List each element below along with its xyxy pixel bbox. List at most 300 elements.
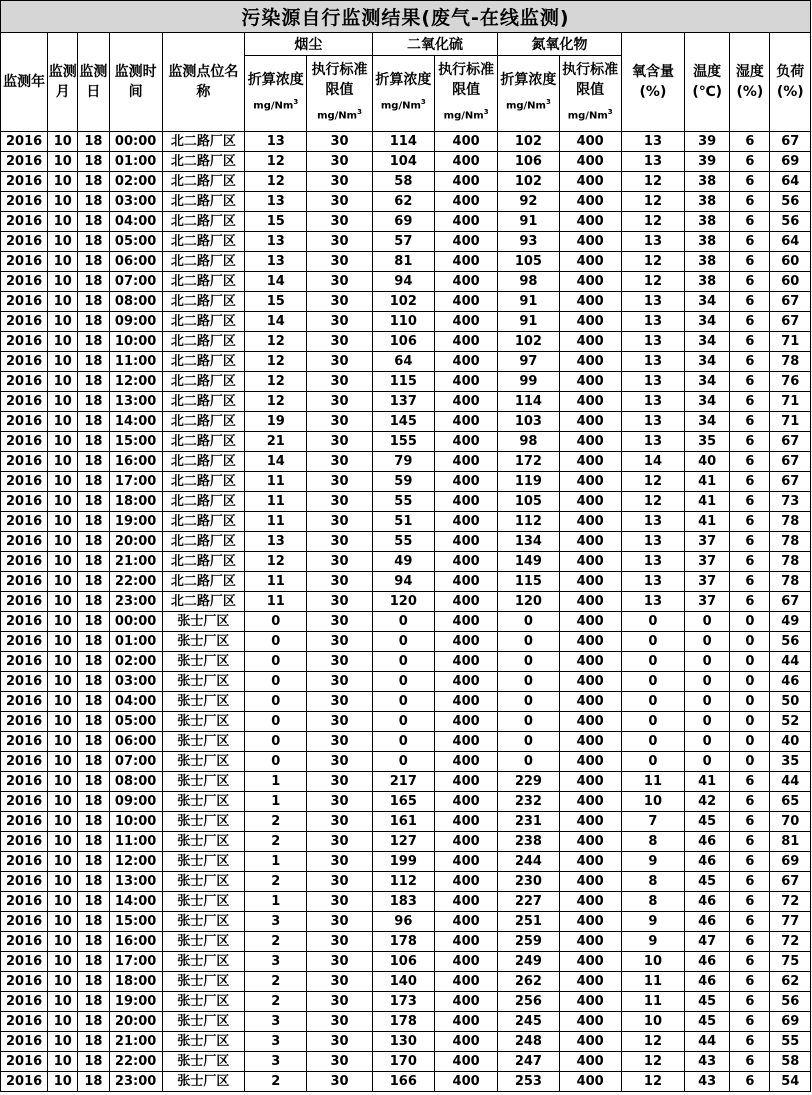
cell-so2-limit: 400 [434,172,497,192]
cell-so2-limit: 400 [434,892,497,912]
cell-oxygen: 14 [621,452,684,472]
cell-day: 18 [78,892,109,912]
cell-site: 北二路厂区 [162,572,244,592]
cell-year: 2016 [1,272,48,292]
table-row [1,272,811,292]
cell-oxygen: 11 [621,772,684,792]
cell-nox-limit: 400 [559,352,621,372]
cell-dust-conc: 0 [245,652,307,672]
cell-year: 2016 [1,252,48,272]
cell-nox-limit: 400 [559,752,621,772]
cell-humidity: 0 [730,752,770,772]
cell-so2-limit: 400 [434,1072,497,1092]
cell-month: 10 [48,872,78,892]
header-nox-conc [498,56,559,132]
cell-dust-limit: 30 [307,692,372,712]
cell-so2-conc: 0 [372,712,434,732]
cell-nox-conc: 93 [498,232,559,252]
cell-nox-conc: 253 [498,1072,559,1092]
cell-load: 64 [770,172,811,192]
cell-dust-conc: 21 [245,432,307,452]
cell-temperature: 38 [685,232,730,252]
table-row [1,432,811,452]
cell-nox-limit: 400 [559,632,621,652]
cell-month: 10 [48,912,78,932]
cell-site: 北二路厂区 [162,352,244,372]
cell-humidity: 6 [730,1012,770,1032]
cell-nox-limit: 400 [559,1032,621,1052]
table-row [1,632,811,652]
cell-oxygen: 13 [621,372,684,392]
cell-site: 北二路厂区 [162,492,244,512]
cell-dust-limit: 30 [307,612,372,632]
cell-temperature: 34 [685,292,730,312]
cell-humidity: 6 [730,792,770,812]
cell-dust-limit: 30 [307,1072,372,1092]
cell-year: 2016 [1,1012,48,1032]
cell-dust-conc: 12 [245,392,307,412]
cell-humidity: 6 [730,532,770,552]
cell-year: 2016 [1,972,48,992]
cell-load: 62 [770,972,811,992]
cell-year: 2016 [1,372,48,392]
cell-nox-conc: 102 [498,132,559,152]
cell-so2-conc: 115 [372,372,434,392]
cell-month: 10 [48,672,78,692]
cell-month: 10 [48,1012,78,1032]
cell-nox-limit: 400 [559,692,621,712]
cell-nox-conc: 249 [498,952,559,972]
cell-humidity: 6 [730,1052,770,1072]
cell-temperature: 41 [685,512,730,532]
cell-site: 张士厂区 [162,972,244,992]
cell-site: 张士厂区 [162,692,244,712]
cell-month: 10 [48,592,78,612]
cell-oxygen: 0 [621,652,684,672]
cell-dust-limit: 30 [307,392,372,412]
cell-site: 北二路厂区 [162,552,244,572]
cell-nox-limit: 400 [559,472,621,492]
cell-nox-conc: 259 [498,932,559,952]
cell-nox-conc: 91 [498,312,559,332]
cell-site: 张士厂区 [162,952,244,972]
cell-dust-conc: 0 [245,732,307,752]
cell-dust-limit: 30 [307,552,372,572]
cell-day: 18 [78,252,109,272]
cell-month: 10 [48,192,78,212]
cell-year: 2016 [1,792,48,812]
cell-so2-conc: 59 [372,472,434,492]
cell-nox-limit: 400 [559,652,621,672]
cell-dust-conc: 3 [245,952,307,972]
cell-load: 35 [770,752,811,772]
cell-day: 18 [78,132,109,152]
cell-oxygen: 7 [621,812,684,832]
cell-day: 18 [78,692,109,712]
table-row [1,572,811,592]
cell-so2-conc: 0 [372,672,434,692]
cell-dust-conc: 0 [245,632,307,652]
cell-time: 15:00 [109,432,162,452]
cell-oxygen: 11 [621,992,684,1012]
cell-oxygen: 0 [621,612,684,632]
cell-year: 2016 [1,312,48,332]
cell-nox-limit: 400 [559,252,621,272]
cell-day: 18 [78,872,109,892]
cell-day: 18 [78,992,109,1012]
cell-month: 10 [48,932,78,952]
header-group-dust: 烟尘 [245,33,373,56]
cell-humidity: 6 [730,852,770,872]
cell-so2-limit: 400 [434,312,497,332]
cell-year: 2016 [1,892,48,912]
header-limit-label: 执行标准限值 [311,62,368,99]
header-conc-label: 折算浓度 [375,72,432,89]
cell-month: 10 [48,652,78,672]
cell-so2-limit: 400 [434,1052,497,1072]
cell-year: 2016 [1,772,48,792]
cell-so2-limit: 400 [434,412,497,432]
cell-month: 10 [48,732,78,752]
cell-dust-conc: 13 [245,232,307,252]
cell-so2-limit: 400 [434,572,497,592]
cell-nox-conc: 0 [498,652,559,672]
cell-month: 10 [48,752,78,772]
cell-year: 2016 [1,672,48,692]
cell-month: 10 [48,172,78,192]
cell-so2-conc: 55 [372,532,434,552]
cell-day: 18 [78,492,109,512]
cell-temperature: 46 [685,972,730,992]
cell-month: 10 [48,452,78,472]
header-site: 监测点位名称 [162,33,244,132]
cell-so2-conc: 55 [372,492,434,512]
cell-load: 71 [770,332,811,352]
cell-month: 10 [48,432,78,452]
cell-temperature: 38 [685,272,730,292]
cell-month: 10 [48,392,78,412]
cell-site: 张士厂区 [162,932,244,952]
table-row [1,592,811,612]
cell-time: 05:00 [109,232,162,252]
table-row [1,1052,811,1072]
cell-so2-conc: 114 [372,132,434,152]
cell-nox-limit: 400 [559,712,621,732]
cell-nox-conc: 105 [498,252,559,272]
cell-year: 2016 [1,832,48,852]
cell-year: 2016 [1,852,48,872]
cell-load: 67 [770,592,811,612]
cell-nox-limit: 400 [559,1012,621,1032]
cell-temperature: 0 [685,652,730,672]
cell-oxygen: 13 [621,132,684,152]
cell-year: 2016 [1,332,48,352]
cell-load: 67 [770,872,811,892]
table-row [1,252,811,272]
cell-oxygen: 0 [621,732,684,752]
cell-dust-conc: 2 [245,832,307,852]
cell-time: 11:00 [109,832,162,852]
header-unit: mg/Nm$^3$ [380,98,426,112]
cell-nox-limit: 400 [559,132,621,152]
cell-time: 19:00 [109,512,162,532]
cell-so2-conc: 49 [372,552,434,572]
cell-dust-limit: 30 [307,172,372,192]
cell-month: 10 [48,992,78,1012]
cell-load: 69 [770,852,811,872]
cell-humidity: 6 [730,172,770,192]
cell-month: 10 [48,352,78,372]
cell-site: 北二路厂区 [162,212,244,232]
cell-dust-conc: 1 [245,852,307,872]
cell-humidity: 6 [730,152,770,172]
cell-temperature: 39 [685,132,730,152]
cell-time: 03:00 [109,192,162,212]
cell-humidity: 6 [730,512,770,532]
table-row [1,232,811,252]
cell-so2-conc: 178 [372,1012,434,1032]
cell-oxygen: 13 [621,352,684,372]
cell-day: 18 [78,952,109,972]
cell-site: 北二路厂区 [162,412,244,432]
cell-load: 44 [770,652,811,672]
cell-nox-limit: 400 [559,372,621,392]
cell-oxygen: 13 [621,392,684,412]
cell-load: 67 [770,312,811,332]
cell-month: 10 [48,1072,78,1092]
cell-time: 15:00 [109,912,162,932]
table-row [1,532,811,552]
cell-day: 18 [78,652,109,672]
cell-month: 10 [48,712,78,732]
cell-dust-conc: 3 [245,1032,307,1052]
cell-time: 16:00 [109,932,162,952]
cell-nox-limit: 400 [559,912,621,932]
cell-humidity: 6 [730,192,770,212]
cell-site: 北二路厂区 [162,252,244,272]
cell-oxygen: 12 [621,172,684,192]
cell-time: 13:00 [109,392,162,412]
cell-dust-conc: 3 [245,1052,307,1072]
header-unit: mg/Nm$^3$ [505,98,551,112]
table-row [1,552,811,572]
cell-site: 张士厂区 [162,712,244,732]
cell-dust-conc: 0 [245,692,307,712]
cell-so2-conc: 51 [372,512,434,532]
cell-dust-limit: 30 [307,352,372,372]
cell-humidity: 6 [730,932,770,952]
cell-oxygen: 13 [621,432,684,452]
cell-oxygen: 12 [621,192,684,212]
cell-year: 2016 [1,1072,48,1092]
cell-time: 08:00 [109,292,162,312]
cell-temperature: 46 [685,832,730,852]
cell-time: 07:00 [109,752,162,772]
cell-year: 2016 [1,292,48,312]
cell-humidity: 0 [730,612,770,632]
cell-so2-conc: 173 [372,992,434,1012]
cell-temperature: 45 [685,812,730,832]
cell-so2-limit: 400 [434,932,497,952]
cell-nox-conc: 134 [498,532,559,552]
cell-day: 18 [78,712,109,732]
cell-site: 张士厂区 [162,1072,244,1092]
cell-nox-conc: 251 [498,912,559,932]
cell-so2-conc: 165 [372,792,434,812]
cell-humidity: 0 [730,712,770,732]
cell-time: 09:00 [109,792,162,812]
cell-time: 20:00 [109,532,162,552]
table-row [1,452,811,472]
cell-nox-conc: 98 [498,432,559,452]
header-oxygen: 氧含量(%) [621,33,684,132]
cell-day: 18 [78,392,109,412]
table-row [1,972,811,992]
cell-temperature: 34 [685,412,730,432]
cell-oxygen: 13 [621,312,684,332]
cell-time: 18:00 [109,972,162,992]
cell-temperature: 37 [685,572,730,592]
cell-load: 67 [770,472,811,492]
cell-site: 张士厂区 [162,852,244,872]
cell-so2-conc: 62 [372,192,434,212]
cell-year: 2016 [1,572,48,592]
cell-dust-conc: 15 [245,212,307,232]
cell-dust-limit: 30 [307,232,372,252]
cell-temperature: 45 [685,1012,730,1032]
cell-dust-conc: 2 [245,932,307,952]
cell-so2-limit: 400 [434,872,497,892]
table-row [1,772,811,792]
cell-time: 00:00 [109,612,162,632]
table-row [1,1032,811,1052]
cell-temperature: 0 [685,612,730,632]
cell-load: 76 [770,372,811,392]
cell-load: 52 [770,712,811,732]
cell-year: 2016 [1,512,48,532]
cell-nox-limit: 400 [559,852,621,872]
cell-month: 10 [48,952,78,972]
cell-day: 18 [78,412,109,432]
cell-month: 10 [48,852,78,872]
cell-so2-limit: 400 [434,812,497,832]
cell-oxygen: 9 [621,912,684,932]
cell-nox-limit: 400 [559,392,621,412]
cell-nox-limit: 400 [559,152,621,172]
cell-site: 北二路厂区 [162,452,244,472]
cell-nox-limit: 400 [559,492,621,512]
cell-nox-conc: 91 [498,292,559,312]
cell-dust-conc: 11 [245,492,307,512]
cell-site: 张士厂区 [162,752,244,772]
table-row [1,212,811,232]
cell-time: 08:00 [109,772,162,792]
cell-year: 2016 [1,812,48,832]
cell-load: 50 [770,692,811,712]
cell-so2-conc: 69 [372,212,434,232]
cell-oxygen: 12 [621,1032,684,1052]
cell-humidity: 6 [730,812,770,832]
cell-year: 2016 [1,212,48,232]
cell-dust-conc: 12 [245,332,307,352]
cell-month: 10 [48,152,78,172]
cell-temperature: 34 [685,352,730,372]
cell-oxygen: 12 [621,472,684,492]
cell-humidity: 6 [730,972,770,992]
cell-month: 10 [48,812,78,832]
cell-load: 73 [770,492,811,512]
header-so2-conc [372,56,434,132]
cell-humidity: 6 [730,352,770,372]
header-dust-conc [245,56,307,132]
cell-load: 64 [770,232,811,252]
cell-year: 2016 [1,452,48,472]
cell-dust-limit: 30 [307,652,372,672]
cell-dust-limit: 30 [307,372,372,392]
cell-dust-limit: 30 [307,812,372,832]
cell-site: 北二路厂区 [162,272,244,292]
table-row [1,952,811,972]
cell-so2-conc: 94 [372,272,434,292]
cell-humidity: 6 [730,132,770,152]
cell-dust-limit: 30 [307,272,372,292]
cell-oxygen: 13 [621,512,684,532]
cell-month: 10 [48,972,78,992]
cell-so2-limit: 400 [434,672,497,692]
cell-time: 06:00 [109,252,162,272]
cell-humidity: 6 [730,572,770,592]
cell-nox-conc: 115 [498,572,559,592]
cell-oxygen: 0 [621,712,684,732]
cell-year: 2016 [1,752,48,772]
cell-humidity: 6 [730,492,770,512]
cell-site: 张士厂区 [162,1032,244,1052]
cell-site: 北二路厂区 [162,132,244,152]
cell-humidity: 6 [730,772,770,792]
cell-site: 北二路厂区 [162,472,244,492]
cell-load: 69 [770,152,811,172]
cell-dust-conc: 1 [245,892,307,912]
cell-month: 10 [48,692,78,712]
header-unit: mg/Nm$^3$ [567,108,613,122]
cell-load: 54 [770,1072,811,1092]
cell-nox-conc: 245 [498,1012,559,1032]
cell-nox-limit: 400 [559,592,621,612]
cell-temperature: 43 [685,1052,730,1072]
cell-so2-conc: 112 [372,872,434,892]
table-row [1,832,811,852]
cell-so2-conc: 137 [372,392,434,412]
cell-so2-conc: 127 [372,832,434,852]
cell-nox-limit: 400 [559,812,621,832]
cell-time: 16:00 [109,452,162,472]
cell-nox-conc: 102 [498,172,559,192]
cell-site: 北二路厂区 [162,172,244,192]
cell-dust-limit: 30 [307,872,372,892]
cell-so2-conc: 0 [372,652,434,672]
cell-dust-conc: 12 [245,352,307,372]
cell-load: 69 [770,1012,811,1032]
cell-humidity: 6 [730,392,770,412]
cell-so2-conc: 120 [372,592,434,612]
cell-time: 23:00 [109,1072,162,1092]
cell-load: 78 [770,552,811,572]
header-conc-label: 折算浓度 [247,72,304,89]
table-row [1,492,811,512]
cell-day: 18 [78,1072,109,1092]
cell-temperature: 34 [685,372,730,392]
header-group-so2: 二氧化硫 [372,33,498,56]
